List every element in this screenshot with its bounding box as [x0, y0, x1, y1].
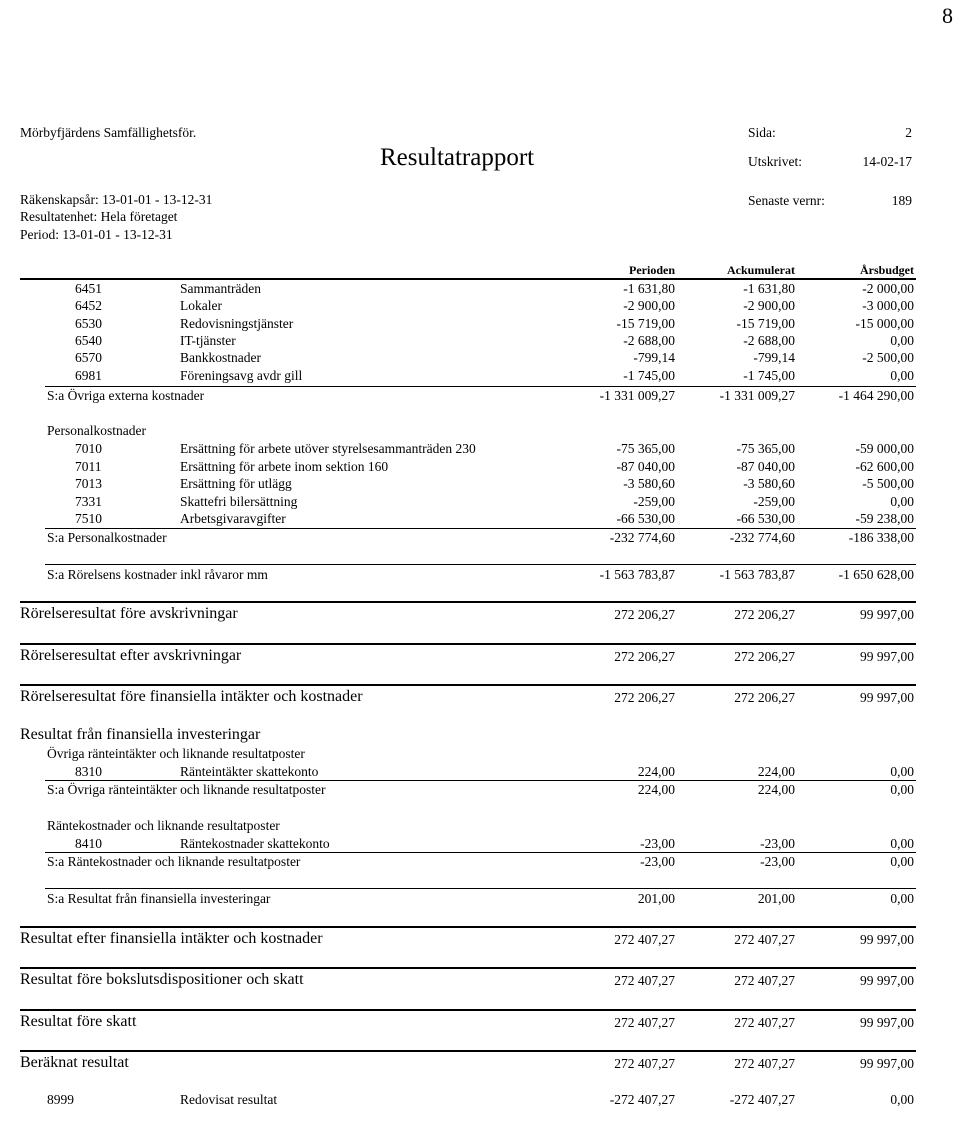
column-header-budget: Årsbudget: [859, 263, 914, 277]
period-value: -1 631,80: [623, 281, 675, 296]
period-value: -259,00: [633, 494, 675, 509]
accumulated-value: -87 040,00: [736, 459, 795, 474]
account-name: Bankkostnader: [180, 350, 261, 365]
period-value: 272 206,27: [614, 690, 675, 705]
result-label: Resultat efter finansiella intäkter och kostnader: [20, 930, 323, 947]
subsection-heading: Övriga ränteintäkter och liknande resultatposter: [47, 746, 305, 761]
period-value: 272 407,27: [614, 1056, 675, 1071]
accumulated-value: -66 530,00: [736, 511, 795, 526]
budget-value: 0,00: [890, 764, 914, 779]
budget-value: 99 997,00: [860, 607, 914, 622]
period-value: 224,00: [637, 782, 675, 797]
account-number: 6452: [75, 298, 102, 313]
sum-rule: [45, 528, 916, 529]
result-label: Beräknat resultat: [20, 1054, 129, 1071]
result-rule: [20, 601, 916, 603]
sum-label: S:a Övriga externa kostnader: [47, 388, 205, 403]
budget-value: -15 000,00: [855, 316, 914, 331]
budget-value: 0,00: [890, 891, 914, 906]
period-value: -66 530,00: [616, 511, 675, 526]
budget-value: 0,00: [890, 368, 914, 383]
account-number: 8410: [75, 836, 102, 851]
accumulated-value: 224,00: [757, 782, 795, 797]
fiscal-year: Räkenskapsår: 13-01-01 - 13-12-31: [20, 192, 213, 207]
column-header-accumulated: Ackumulerat: [727, 263, 795, 277]
subsection-heading: Räntekostnader och liknande resultatposter: [47, 818, 280, 833]
latest-voucher-value: 189: [891, 193, 912, 208]
sum-rule: [45, 780, 916, 781]
period-value: 272 407,27: [614, 973, 675, 988]
budget-value: -3 000,00: [862, 298, 914, 313]
period-value: -1 745,00: [623, 368, 675, 383]
period-value: -15 719,00: [616, 316, 675, 331]
account-name: Ersättning för arbete utöver styrelsesammanträden 230: [180, 441, 476, 456]
accumulated-value: 224,00: [757, 764, 795, 779]
report-title: Resultatrapport: [380, 144, 535, 171]
accumulated-value: 272 206,27: [734, 607, 795, 622]
latest-voucher-label: Senaste vernr:: [748, 193, 825, 208]
accumulated-value: 201,00: [757, 891, 795, 906]
period-value: 272 206,27: [614, 649, 675, 664]
period-value: -1 331 009,27: [599, 388, 675, 403]
sum-label: S:a Övriga ränteintäkter och liknande resultatposter: [47, 782, 326, 797]
account-number: 6570: [75, 350, 102, 365]
budget-value: 99 997,00: [860, 690, 914, 705]
budget-value: -59 000,00: [855, 441, 914, 456]
account-number: 8999: [47, 1092, 74, 1107]
account-number: 6530: [75, 316, 102, 331]
budget-value: 0,00: [890, 836, 914, 851]
result-rule: [20, 967, 916, 969]
accumulated-value: 272 206,27: [734, 690, 795, 705]
period-value: -87 040,00: [616, 459, 675, 474]
accumulated-value: 272 407,27: [734, 932, 795, 947]
operating-costs-sum-label: S:a Rörelsens kostnader inkl råvaror mm: [47, 567, 268, 582]
account-name: Arbetsgivaravgifter: [180, 511, 286, 526]
account-name: Ersättning för utlägg: [180, 476, 292, 491]
budget-value: -62 600,00: [855, 459, 914, 474]
section-heading: Resultat från finansiella investeringar: [20, 726, 261, 743]
period: Period: 13-01-01 - 13-12-31: [20, 227, 173, 242]
result-rule: [20, 1009, 916, 1011]
account-name: Sammanträden: [180, 281, 261, 296]
account-number: 8310: [75, 764, 102, 779]
account-number: 6540: [75, 333, 102, 348]
result-label: Resultat före skatt: [20, 1013, 137, 1030]
account-name: Räntekostnader skattekonto: [180, 836, 330, 851]
account-number: 7510: [75, 511, 102, 526]
period-value: 272 407,27: [614, 1015, 675, 1030]
accumulated-value: -75 365,00: [736, 441, 795, 456]
sum-label: S:a Räntekostnader och liknande resultatposter: [47, 854, 301, 869]
result-label: Resultat före bokslutsdispositioner och skatt: [20, 971, 304, 988]
budget-value: 0,00: [890, 333, 914, 348]
accumulated-value: 272 407,27: [734, 973, 795, 988]
account-name: IT-tjänster: [180, 333, 236, 348]
budget-value: 0,00: [890, 782, 914, 797]
period-value: -232 774,60: [609, 530, 675, 545]
budget-value: -186 338,00: [848, 530, 914, 545]
budget-value: -2 000,00: [862, 281, 914, 296]
accumulated-value: -259,00: [753, 494, 795, 509]
accumulated-value: 272 407,27: [734, 1015, 795, 1030]
accumulated-value: -1 631,80: [743, 281, 795, 296]
result-label: Rörelseresultat före finansiella intäkter och kostnader: [20, 688, 363, 705]
accumulated-value: -3 580,60: [743, 476, 795, 491]
account-number: 7013: [75, 476, 102, 491]
budget-value: 99 997,00: [860, 1015, 914, 1030]
budget-value: -59 238,00: [855, 511, 914, 526]
result-rule: [20, 643, 916, 645]
organization-name: Mörbyfjärdens Samfällighetsför.: [20, 125, 197, 140]
result-label: Rörelseresultat efter avskrivningar: [20, 647, 242, 664]
account-name: Föreningsavg avdr gill: [180, 368, 303, 383]
accumulated-value: -272 407,27: [729, 1092, 795, 1107]
accumulated-value: -232 774,60: [729, 530, 795, 545]
budget-value: -2 500,00: [862, 350, 914, 365]
accumulated-value: 272 206,27: [734, 649, 795, 664]
column-header-period: Perioden: [629, 263, 675, 277]
period-value: -2 900,00: [623, 298, 675, 313]
header-rule: [20, 278, 916, 280]
budget-value: 99 997,00: [860, 1056, 914, 1071]
account-name: Lokaler: [180, 298, 222, 313]
sum-label: S:a Resultat från finansiella investeringar: [47, 891, 271, 906]
accumulated-value: -1 745,00: [743, 368, 795, 383]
budget-value: -1 650 628,00: [838, 567, 914, 582]
period-value: -23,00: [640, 836, 675, 851]
account-number: 7011: [75, 459, 102, 474]
accumulated-value: 272 407,27: [734, 1056, 795, 1071]
account-number: 7010: [75, 441, 102, 456]
period-value: -272 407,27: [609, 1092, 675, 1107]
period-value: 224,00: [637, 764, 675, 779]
result-rule: [20, 1050, 916, 1052]
accumulated-value: -15 719,00: [736, 316, 795, 331]
account-name: Ränteintäkter skattekonto: [180, 764, 319, 779]
budget-value: 99 997,00: [860, 932, 914, 947]
budget-value: 0,00: [890, 1092, 914, 1107]
sum-rule: [45, 852, 916, 853]
accumulated-value: -1 563 783,87: [719, 567, 795, 582]
budget-value: -5 500,00: [862, 476, 914, 491]
sum-rule: [45, 564, 916, 565]
account-number: 6451: [75, 281, 102, 296]
printed-label: Utskrivet:: [748, 154, 802, 169]
sum-rule: [45, 888, 916, 889]
sum-rule: [45, 386, 916, 387]
account-number: 7331: [75, 494, 102, 509]
account-number: 6981: [75, 368, 102, 383]
account-name: Ersättning för arbete inom sektion 160: [180, 459, 389, 474]
page-number: 8: [942, 3, 953, 28]
result-label: Rörelseresultat före avskrivningar: [20, 605, 238, 622]
period-value: -1 563 783,87: [599, 567, 675, 582]
period-value: 272 407,27: [614, 932, 675, 947]
result-rule: [20, 684, 916, 686]
budget-value: 0,00: [890, 494, 914, 509]
period-value: -799,14: [633, 350, 675, 365]
accumulated-value: -2 688,00: [743, 333, 795, 348]
budget-value: 99 997,00: [860, 649, 914, 664]
page-label: Sida:: [748, 125, 776, 140]
period-value: -23,00: [640, 854, 675, 869]
result-unit: Resultatenhet: Hela företaget: [20, 209, 178, 224]
budget-value: 0,00: [890, 854, 914, 869]
account-name: Redovisningstjänster: [180, 316, 294, 331]
accumulated-value: -799,14: [753, 350, 795, 365]
accumulated-value: -23,00: [760, 854, 795, 869]
accumulated-value: -23,00: [760, 836, 795, 851]
budget-value: -1 464 290,00: [838, 388, 914, 403]
account-name: Skattefri bilersättning: [180, 494, 298, 509]
period-value: -2 688,00: [623, 333, 675, 348]
account-name: Redovisat resultat: [180, 1092, 278, 1107]
budget-value: 99 997,00: [860, 973, 914, 988]
accumulated-value: -2 900,00: [743, 298, 795, 313]
period-value: 272 206,27: [614, 607, 675, 622]
sum-label: S:a Personalkostnader: [47, 530, 167, 545]
period-value: 201,00: [637, 891, 675, 906]
period-value: -75 365,00: [616, 441, 675, 456]
period-value: -3 580,60: [623, 476, 675, 491]
accumulated-value: -1 331 009,27: [719, 388, 795, 403]
result-rule: [20, 926, 916, 928]
printed-value: 14-02-17: [862, 154, 912, 169]
section-heading: Personalkostnader: [47, 423, 146, 438]
page-value: 2: [905, 125, 912, 140]
